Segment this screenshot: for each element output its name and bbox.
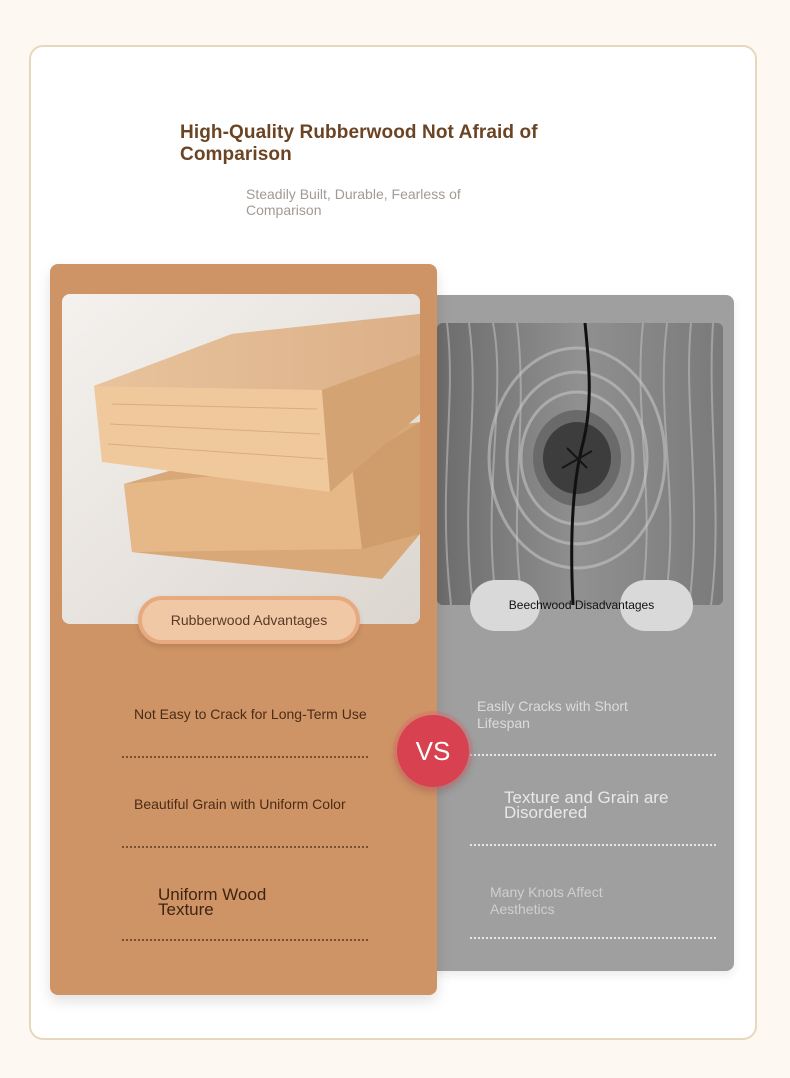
rubberwood-item-1: Not Easy to Crack for Long-Term Use bbox=[134, 706, 367, 722]
beechwood-badge bbox=[470, 580, 693, 631]
page-subtitle: Steadily Built, Durable, Fearless of Comparison bbox=[246, 186, 461, 218]
beechwood-badge-label: Beechwood Disadvantages bbox=[508, 598, 655, 612]
divider bbox=[470, 754, 716, 756]
rubberwood-badge: Rubberwood Advantages bbox=[138, 596, 360, 644]
divider bbox=[122, 756, 368, 758]
beechwood-item-3: Many Knots Affect Aesthetics bbox=[490, 884, 603, 917]
divider bbox=[470, 844, 716, 846]
beechwood-knot-photo bbox=[437, 323, 723, 605]
page-title: High-Quality Rubberwood Not Afraid of Comparison bbox=[180, 122, 538, 165]
rubberwood-plank-photo bbox=[62, 294, 420, 624]
vs-badge: VS bbox=[397, 715, 469, 787]
beechwood-item-2: Texture and Grain are Disordered bbox=[504, 788, 669, 822]
rubberwood-item-3: Uniform Wood Texture bbox=[158, 885, 267, 919]
beechwood-item-1: Easily Cracks with Short Lifespan bbox=[477, 698, 628, 731]
divider bbox=[122, 939, 368, 941]
divider bbox=[122, 846, 368, 848]
rubberwood-item-2: Beautiful Grain with Uniform Color bbox=[134, 796, 346, 812]
divider bbox=[470, 937, 716, 939]
